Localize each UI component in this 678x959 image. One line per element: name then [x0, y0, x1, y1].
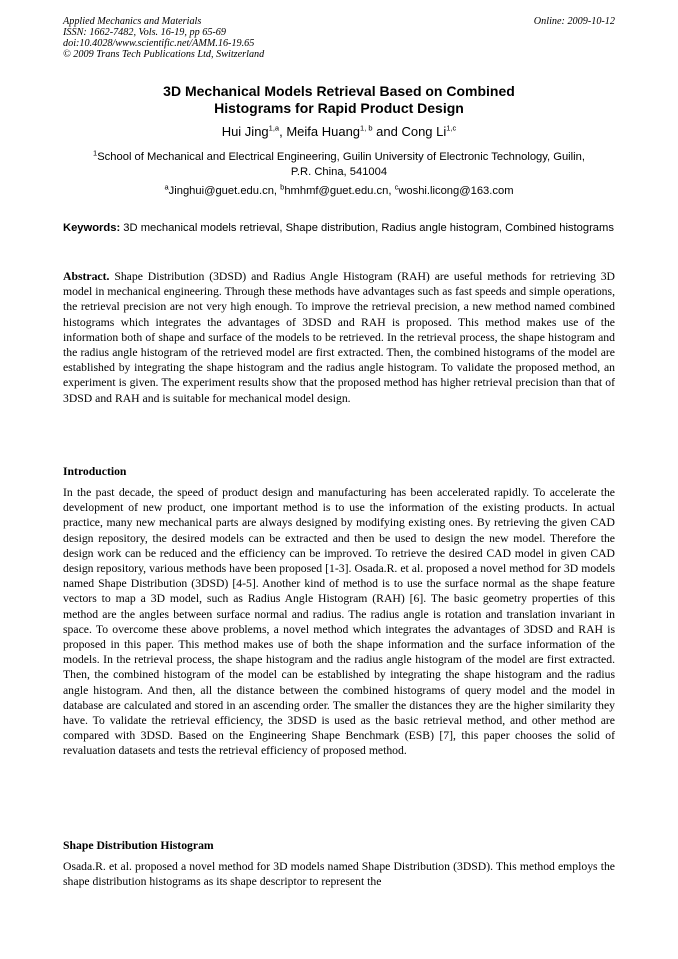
paper-title — [63, 83, 615, 117]
journal-name: Applied Mechanics and Materials — [63, 16, 202, 27]
email-a: Jinghui@guet.edu.cn, — [168, 185, 281, 197]
abstract — [63, 269, 615, 406]
email-sup-c: c — [394, 182, 399, 192]
affiliation-line-1: School of Mechanical and Electrical Engineering, Guilin University of Electronic Technology, Guilin, — [97, 151, 585, 163]
introduction-text: In the past decade, the speed of product design and manufacturing has been accelerated rapidly. To accelerate the development of new product, one important method is to use the information of the existing products. In actual practice, many new mechanical parts are always designed by modifying existing ones. By retrieving the given CAD design repository, the desired models can be extracted and then be used to design the new model. Therefore the design work can be reduced and the efficiency can be improved. To retrieve the desired CAD model in given CAD design repository, various methods have been proposed [1-3]. Osada.R. et al. proposed a novel method for 3D models named Shape Distribution (3DSD) [4-5]. Another kind of method is to use the surface normal as the shape feature vectors to map a 3D model, such as Radius Angle Histogram (RAH) [6]. The basic geometry properties of this method are the angles between surface normal and radius. The radius angle is rotation and translation invariant in space. To overcome these above problems, a novel method which integrates the advantages of 3DSD and RAH is proposed in this paper. This method makes use of both the shape information and the surface information of the models. In the retrieval process, the shape histogram and the radius angle histogram of the model are first extracted. Then, the combined histogram of the model can be established by integrating the shape histogram and the radius angle histogram. And then, all the distance between the combined histograms of query model and the model in database are calculated and stored in an ascending order. The smaller the distances they are the higher similarity they have. To validate the retrieval efficiency, the 3DSD is used as the basic retrieval method, and other method are compared with 3DSD. Based on the Engineering Shape Benchmark (ESB) [7], this paper chooses the solid of revaluation datasets and tests the retrieval efficiency of proposed method. — [63, 486, 615, 758]
keywords-label: Keywords: — [63, 222, 121, 234]
title-line-2: Histograms for Rapid Product Design — [214, 100, 464, 116]
affiliation — [63, 150, 615, 180]
abstract-label: Abstract. — [63, 270, 110, 283]
email-b: hmhmf@guet.edu.cn, — [284, 185, 395, 197]
author-1: Hui Jing — [221, 124, 269, 139]
author-emails — [63, 184, 615, 198]
introduction-heading: Introduction — [63, 465, 127, 478]
keywords-text: 3D mechanical models retrieval, Shape distribution, Radius angle histogram, Combined histograms — [120, 222, 614, 234]
author-3: and Cong Li — [372, 124, 447, 139]
author-2-affil: 1, b — [360, 123, 373, 133]
journal-header — [63, 16, 615, 60]
keywords — [63, 221, 615, 235]
title-line-1: 3D Mechanical Models Retrieval Based on Combined — [163, 83, 515, 99]
author-3-affil: 1,c — [446, 123, 457, 133]
journal-issn: ISSN: 1662-7482, Vols. 16-19, pp 65-69 — [63, 27, 226, 38]
affiliation-line-2: P.R. China, 541004 — [290, 166, 388, 178]
author-1-affil: 1,a — [268, 123, 280, 133]
shape-distribution-heading: Shape Distribution Histogram — [63, 839, 214, 852]
abstract-text: Shape Distribution (3DSD) and Radius Angle Histogram (RAH) are useful methods for retrieving 3D model in mechanical engineering. Through these methods have advantages such as fast speeds and simple operations, the retrieval precision are not very high enough. To improve the retrieval precision, a new method named combined histograms which integrates the advantages of 3DSD and RAH is proposed. This method makes use of the information both of shape and surface of the models to be retrieved. In the retrieval process, the shape histogram and the radius angle histogram of the retrieved model are first extracted. Then, the combined histograms of the model are established by integrating the shape histogram and the radius angle histogram. To validate the proposed method, an experiment is given. The experiment results show that the proposed method has higher retrieval precision than that of 3DSD and RAH and is suitable for mechanical model design. — [63, 270, 615, 405]
email-sup-b: b — [280, 182, 285, 192]
author-list — [63, 124, 615, 140]
journal-copyright: © 2009 Trans Tech Publications Ltd, Switzerland — [63, 49, 265, 60]
author-2: , Meifa Huang — [279, 124, 361, 139]
journal-doi: doi:10.4028/www.scientific.net/AMM.16-19.65 — [63, 38, 255, 49]
affiliation-sup: 1 — [93, 148, 98, 158]
online-date: Online: 2009-10-12 — [533, 16, 615, 27]
email-sup-a: a — [164, 182, 169, 192]
email-c: woshi.licong@163.com — [398, 185, 514, 197]
shape-distribution-text: Osada.R. et al. proposed a novel method for 3D models named Shape Distribution (3DSD). This method employs the shape distribution histograms as its shape descriptor to represent the — [63, 860, 615, 889]
